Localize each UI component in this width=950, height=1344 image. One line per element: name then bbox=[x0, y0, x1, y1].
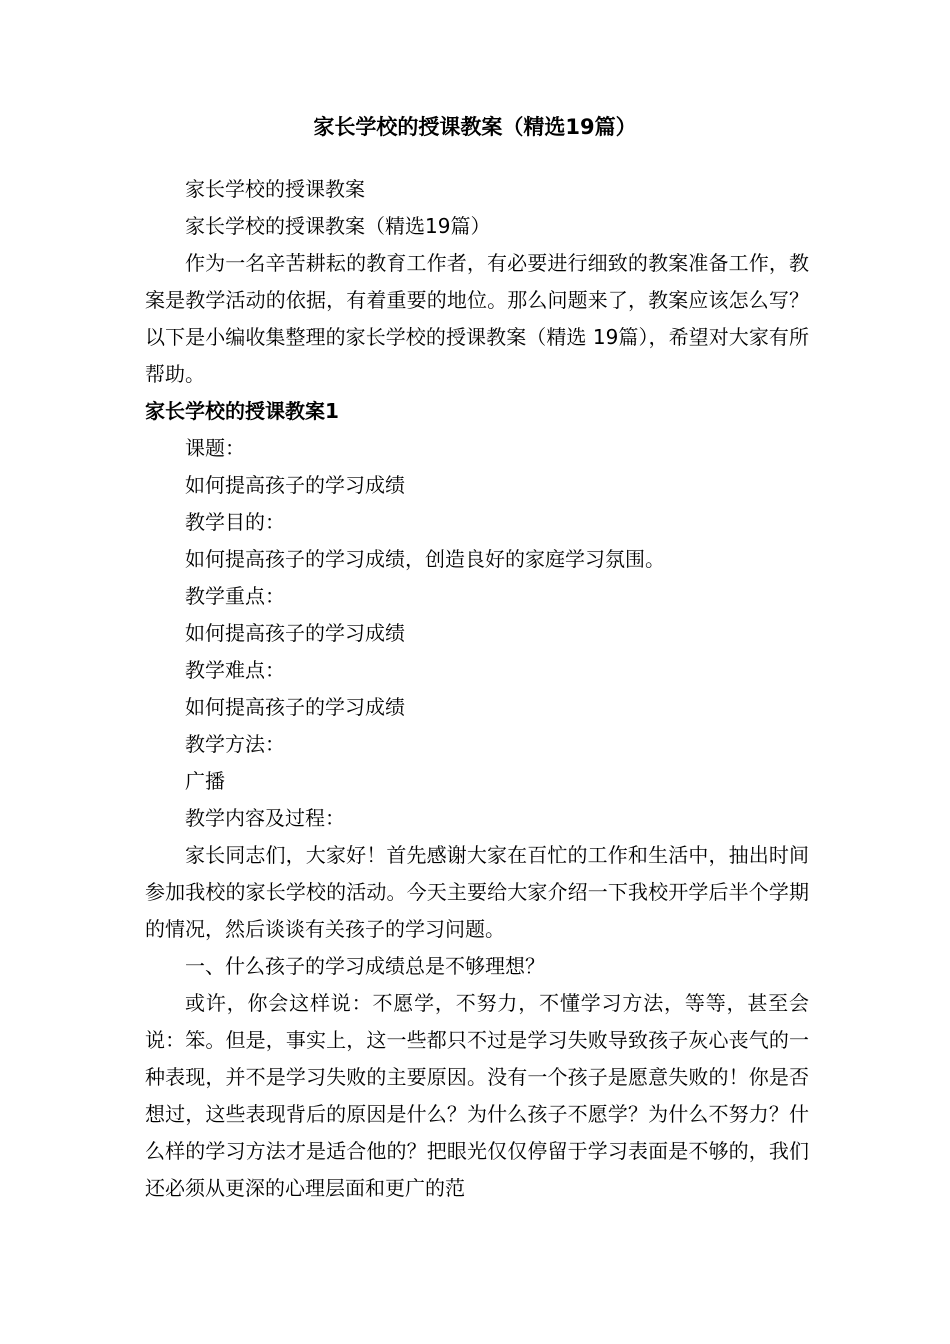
field-label-topic: 课题： bbox=[185, 436, 245, 460]
section-heading: 家长学校的授课教案1 bbox=[145, 399, 339, 423]
intro-line: 家长学校的授课教案（精选19篇） bbox=[185, 214, 491, 238]
field-value-method: 广播 bbox=[185, 769, 225, 793]
field-label-process: 教学内容及过程： bbox=[185, 806, 345, 830]
intro-line: 家长学校的授课教案 bbox=[185, 177, 365, 201]
field-label-key-point: 教学重点： bbox=[185, 584, 285, 608]
field-label-method: 教学方法： bbox=[185, 732, 285, 756]
field-value-topic: 如何提高孩子的学习成绩 bbox=[185, 473, 405, 497]
body-paragraph: 家长同志们，大家好！首先感谢大家在百忙的工作和生活中，抽出时间参加我校的家长学校的活动。今天主要给大家介绍一下我校开学后半个学期的情况，然后谈谈有关孩子的学习问题。 bbox=[145, 843, 809, 941]
field-label-purpose: 教学目的： bbox=[185, 510, 285, 534]
body-subheading: 一、什么孩子的学习成绩总是不够理想？ bbox=[185, 954, 545, 978]
field-value-purpose: 如何提高孩子的学习成绩，创造良好的家庭学习氛围。 bbox=[185, 547, 665, 571]
body-paragraph: 或许，你会这样说：不愿学，不努力，不懂学习方法，等等，甚至会说：笨。但是，事实上，这一些都只不过是学习失败导致孩子灰心丧气的一种表现，并不是学习失败的主要原因。没有一个孩子是愿意失败的！你是否想过，这些表现背后的原因是什么？为什么孩子不愿学？为什么不努力？什么样的学习方法才是适合他的？把眼光仅仅停留于学习表面是不够的，我们还必须从更深的心理层面和更广的范 bbox=[145, 991, 809, 1200]
field-value-difficulty: 如何提高孩子的学习成绩 bbox=[185, 695, 405, 719]
intro-paragraph: 作为一名辛苦耕耘的教育工作者，有必要进行细致的教案准备工作，教案是教学活动的依据，有着重要的地位。那么问题来了，教案应该怎么写？以下是小编收集整理的家长学校的授课教案（精选 19篇），希望对大家有所帮助。 bbox=[145, 251, 809, 386]
field-value-key-point: 如何提高孩子的学习成绩 bbox=[185, 621, 405, 645]
document-body bbox=[145, 171, 809, 1207]
document-title: 家长学校的授课教案（精选19篇） bbox=[313, 115, 637, 139]
field-label-difficulty: 教学难点： bbox=[185, 658, 285, 682]
